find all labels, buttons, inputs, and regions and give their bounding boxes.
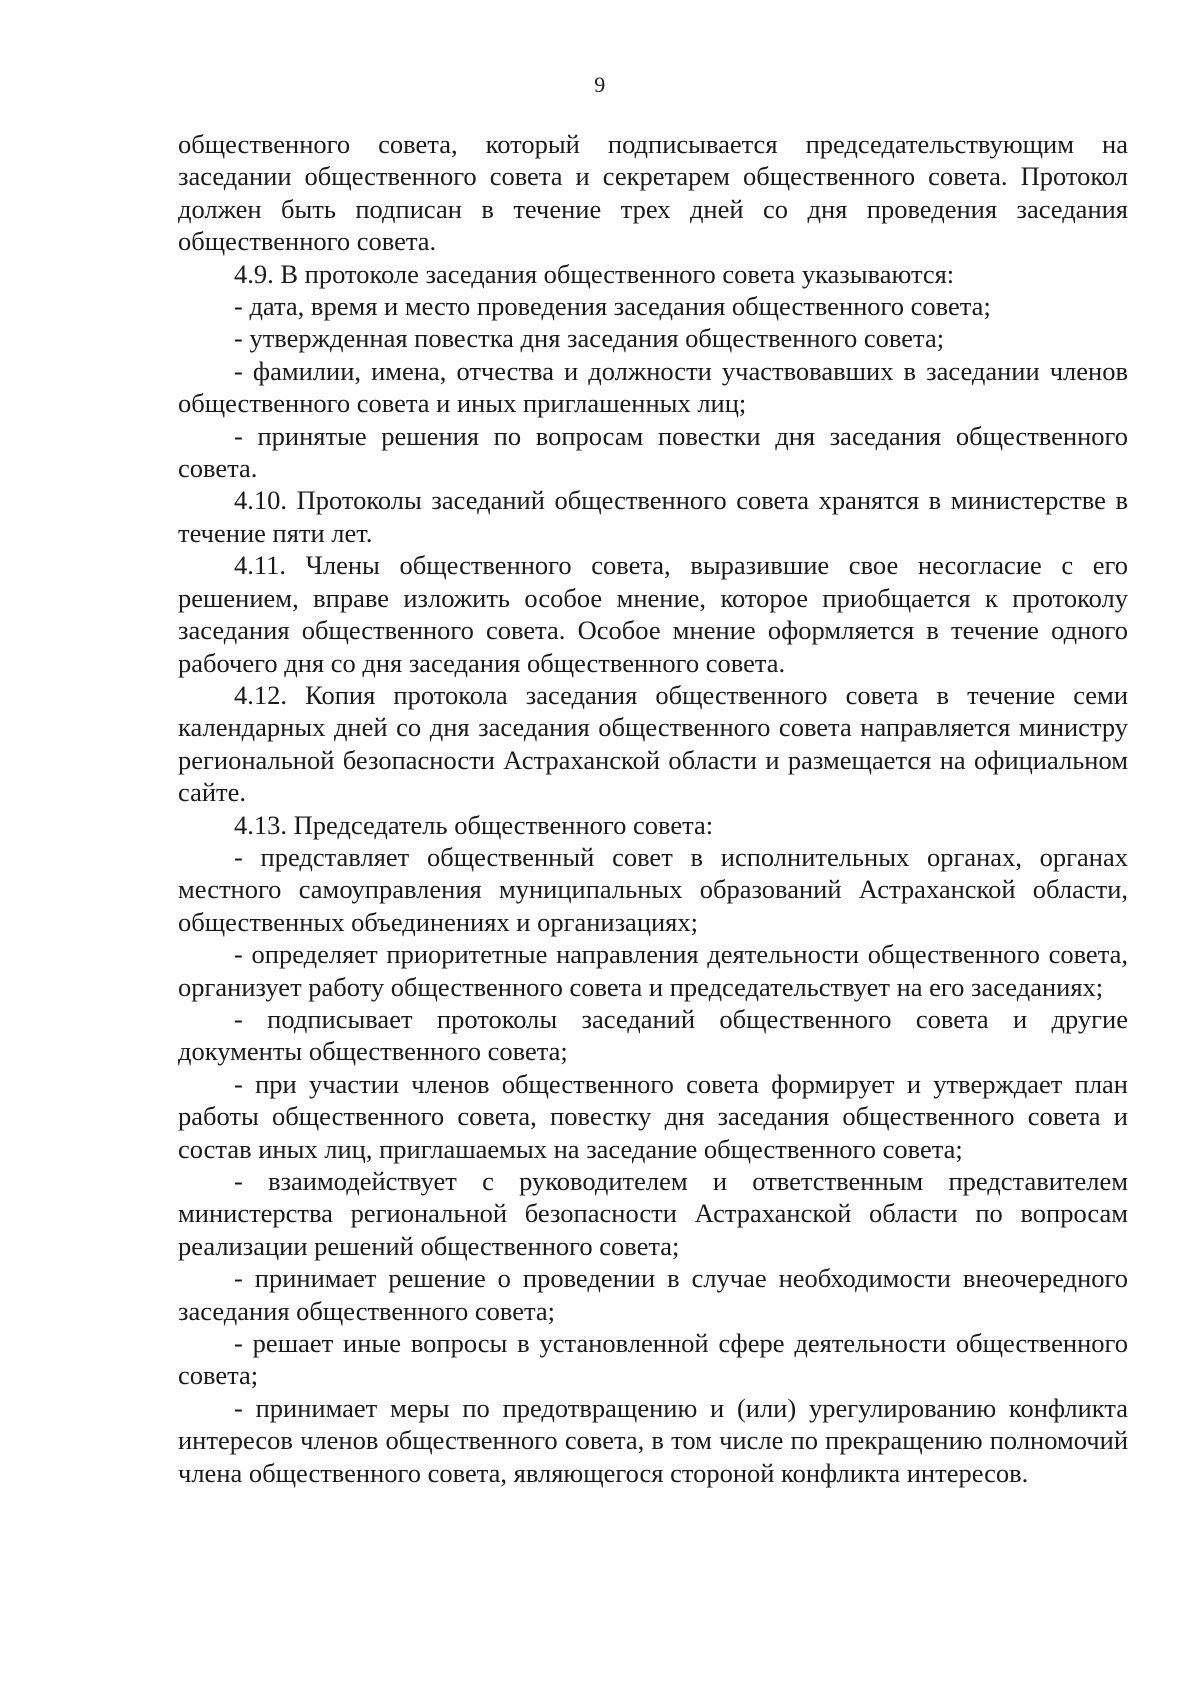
list-item: - принимает решение о проведении в случае необходимости внеочередного заседания общественного совета; (178, 1263, 1128, 1326)
list-item: - решает иные вопросы в установленной сфере деятельности общественного совета; (178, 1328, 1128, 1391)
list-item: - фамилии, имена, отчества и должности участвовавших в заседании членов общественного совета и иных приглашенных лиц; (178, 355, 1128, 419)
list-item: - дата, время и место проведения заседания общественного совета; (234, 291, 991, 322)
document-body (178, 128, 1128, 1489)
paragraph: 4.13. Председатель общественного совета: (234, 809, 714, 840)
paragraph: 4.9. В протоколе заседания общественного совета указываются: (234, 258, 955, 289)
list-item: - утвержденная повестка дня заседания общественного совета; (234, 323, 945, 354)
list-item: - принятые решения по вопросам повестки дня заседания общественного совета. (178, 420, 1128, 484)
paragraph: 4.12. Копия протокола заседания общественного совета в течение семи календарных дней со дня заседания общественного совета направляется министру региональной безопасности Астраханской области и размещается на официальном сайте. (178, 679, 1128, 808)
list-item: - определяет приоритетные направления деятельности общественного совета, организует работу общественного совета и председательствует на его заседаниях; (178, 939, 1128, 1002)
paragraph: общественного совета, который подписывается председательствующим на заседании общественного совета и секретарем общественного совета. Протокол должен быть подписан в течение трех дней со дня проведения заседания общественного совета. (178, 129, 1128, 257)
list-item: - подписывает протоколы заседаний общественного совета и другие документы общественного совета; (178, 1003, 1128, 1067)
list-item: - представляет общественный совет в исполнительных органах, органах местного самоуправления муниципальных образований Астраханской области, общественных объединениях и организациях; (178, 841, 1128, 937)
list-item: - при участии членов общественного совета формирует и утверждает план работы общественного совета, повестку дня заседания общественного совета и состав иных лиц, приглашаемых на заседание общественного совета; (178, 1068, 1128, 1164)
list-item: - взаимодействует с руководителем и ответственным представителем министерства региональной безопасности Астраханской области по вопросам реализации решений общественного совета; (178, 1166, 1128, 1261)
page-number: 9 (594, 72, 606, 97)
list-item: - принимает меры по предотвращению и (или) урегулированию конфликта интересов членов общественного совета, в том числе по прекращению полномочий члена общественного совета, являющегося стороной конфликта интересов. (178, 1392, 1128, 1488)
paragraph: 4.10. Протоколы заседаний общественного совета хранятся в министерстве в течение пяти лет. (178, 485, 1128, 548)
paragraph: 4.11. Члены общественного совета, выразившие свое несогласие с его решением, вправе изложить особое мнение, которое приобщается к протоколу заседания общественного совета. Особое мнение оформляется в течение одного рабочего дня со дня заседания общественного совета. (178, 550, 1128, 678)
